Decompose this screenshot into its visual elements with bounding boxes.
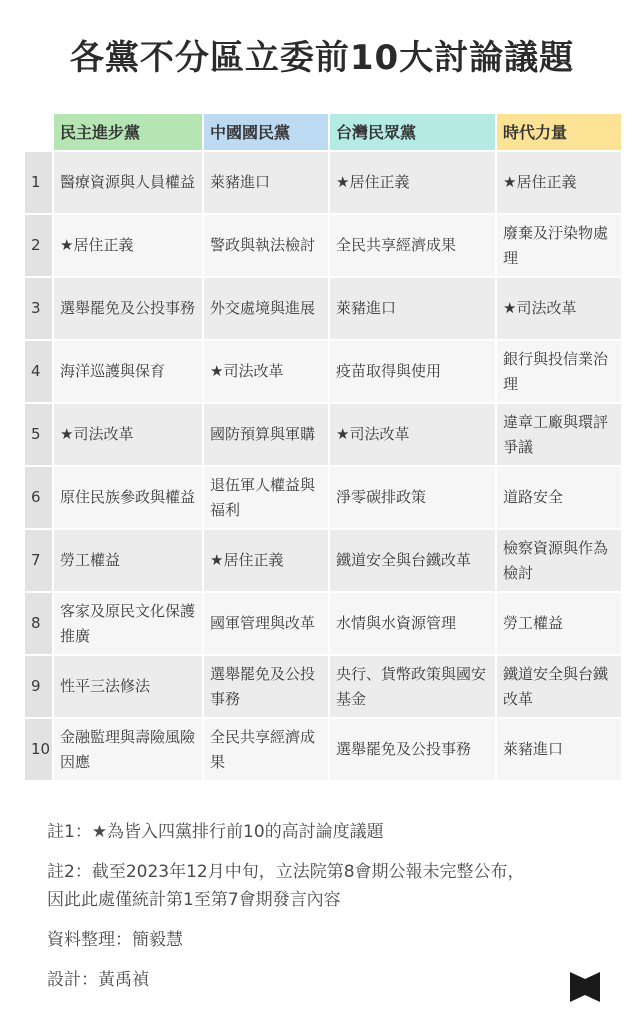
- rank-cell: 2: [24, 214, 53, 277]
- issue-cell: 勞工權益: [53, 529, 203, 592]
- issue-cell: 外交處境與進展: [203, 277, 329, 340]
- issue-cell: 國防預算與軍購: [203, 403, 329, 466]
- party-header: 中國國民黨: [203, 113, 329, 151]
- rank-cell: 1: [24, 151, 53, 214]
- table-row: [24, 277, 622, 340]
- issue-cell: ★司法改革: [496, 277, 622, 340]
- party-header: 台灣民眾黨: [329, 113, 496, 151]
- footnote-2-line1: 註2：截至2023年12月中旬，立法院第8會期公報未完整公布，: [47, 862, 525, 882]
- issue-cell: 客家及原民文化保護推廣: [53, 592, 203, 655]
- issue-cell: 萊豬進口: [203, 151, 329, 214]
- issue-cell: 選舉罷免及公投事務: [53, 277, 203, 340]
- table-row: [24, 529, 622, 592]
- rank-cell: 5: [24, 403, 53, 466]
- issue-cell: 淨零碳排政策: [329, 466, 496, 529]
- issue-cell: 銀行與投信業治理: [496, 340, 622, 403]
- issues-table: [23, 112, 623, 782]
- issue-cell: 海洋巡護與保育: [53, 340, 203, 403]
- table-row: [24, 151, 622, 214]
- issue-cell: 水情與水資源管理: [329, 592, 496, 655]
- issue-cell: 萊豬進口: [329, 277, 496, 340]
- issue-cell: ★司法改革: [53, 403, 203, 466]
- rank-cell: 6: [24, 466, 53, 529]
- footnote-2-line2: 因此此處僅統計第1至第7會期發言內容: [47, 890, 341, 910]
- issue-cell: ★居住正義: [496, 151, 622, 214]
- issue-cell: ★司法改革: [203, 340, 329, 403]
- table-row: [24, 214, 622, 277]
- rank-cell: 8: [24, 592, 53, 655]
- rank-cell: 9: [24, 655, 53, 718]
- issue-cell: 勞工權益: [496, 592, 622, 655]
- table-row: [24, 655, 622, 718]
- issue-cell: 全民共享經濟成果: [203, 718, 329, 781]
- issue-cell: 選舉罷免及公投事務: [203, 655, 329, 718]
- issue-cell: 醫療資源與人員權益: [53, 151, 203, 214]
- table-row: [24, 403, 622, 466]
- issue-cell: 全民共享經濟成果: [329, 214, 496, 277]
- table-row: [24, 340, 622, 403]
- rank-cell: 10: [24, 718, 53, 781]
- issue-cell: ★居住正義: [53, 214, 203, 277]
- issue-cell: 鐵道安全與台鐵改革: [329, 529, 496, 592]
- issue-cell: 道路安全: [496, 466, 622, 529]
- issue-cell: 性平三法修法: [53, 655, 203, 718]
- rank-cell: 7: [24, 529, 53, 592]
- issue-cell: 警政與執法檢討: [203, 214, 329, 277]
- rank-cell: 4: [24, 340, 53, 403]
- issue-cell: 鐵道安全與台鐵改革: [496, 655, 622, 718]
- issue-cell: 央行、貨幣政策與國安基金: [329, 655, 496, 718]
- issue-cell: 金融監理與壽險風險因應: [53, 718, 203, 781]
- data-compiler-credit: 資料整理：簡毅慧: [47, 930, 183, 950]
- footnotes: [47, 818, 607, 994]
- issue-cell: 廢棄及汙染物處理: [496, 214, 622, 277]
- issue-cell: ★司法改革: [329, 403, 496, 466]
- issue-cell: 檢察資源與作為檢討: [496, 529, 622, 592]
- issue-cell: 國軍管理與改革: [203, 592, 329, 655]
- issue-cell: 疫苗取得與使用: [329, 340, 496, 403]
- table-row: [24, 592, 622, 655]
- rank-header: [24, 113, 53, 151]
- table-row: [24, 466, 622, 529]
- publisher-logo-icon: [570, 971, 600, 1003]
- issue-cell: ★居住正義: [329, 151, 496, 214]
- issue-cell: ★居住正義: [203, 529, 329, 592]
- designer-credit: 設計：黃禹禎: [47, 970, 149, 990]
- page-title: 各黨不分區立委前10大討論議題: [69, 38, 575, 78]
- issue-cell: 退伍軍人權益與福利: [203, 466, 329, 529]
- footnote-1: 註1：★為皆入四黨排行前10的高討論度議題: [47, 822, 384, 842]
- party-header: 時代力量: [496, 113, 622, 151]
- issue-cell: 違章工廠與環評爭議: [496, 403, 622, 466]
- issue-cell: 原住民族參政與權益: [53, 466, 203, 529]
- party-header: 民主進步黨: [53, 113, 203, 151]
- table-row: [24, 718, 622, 781]
- issue-cell: 萊豬進口: [496, 718, 622, 781]
- header-row: [24, 113, 622, 151]
- rank-cell: 3: [24, 277, 53, 340]
- issue-cell: 選舉罷免及公投事務: [329, 718, 496, 781]
